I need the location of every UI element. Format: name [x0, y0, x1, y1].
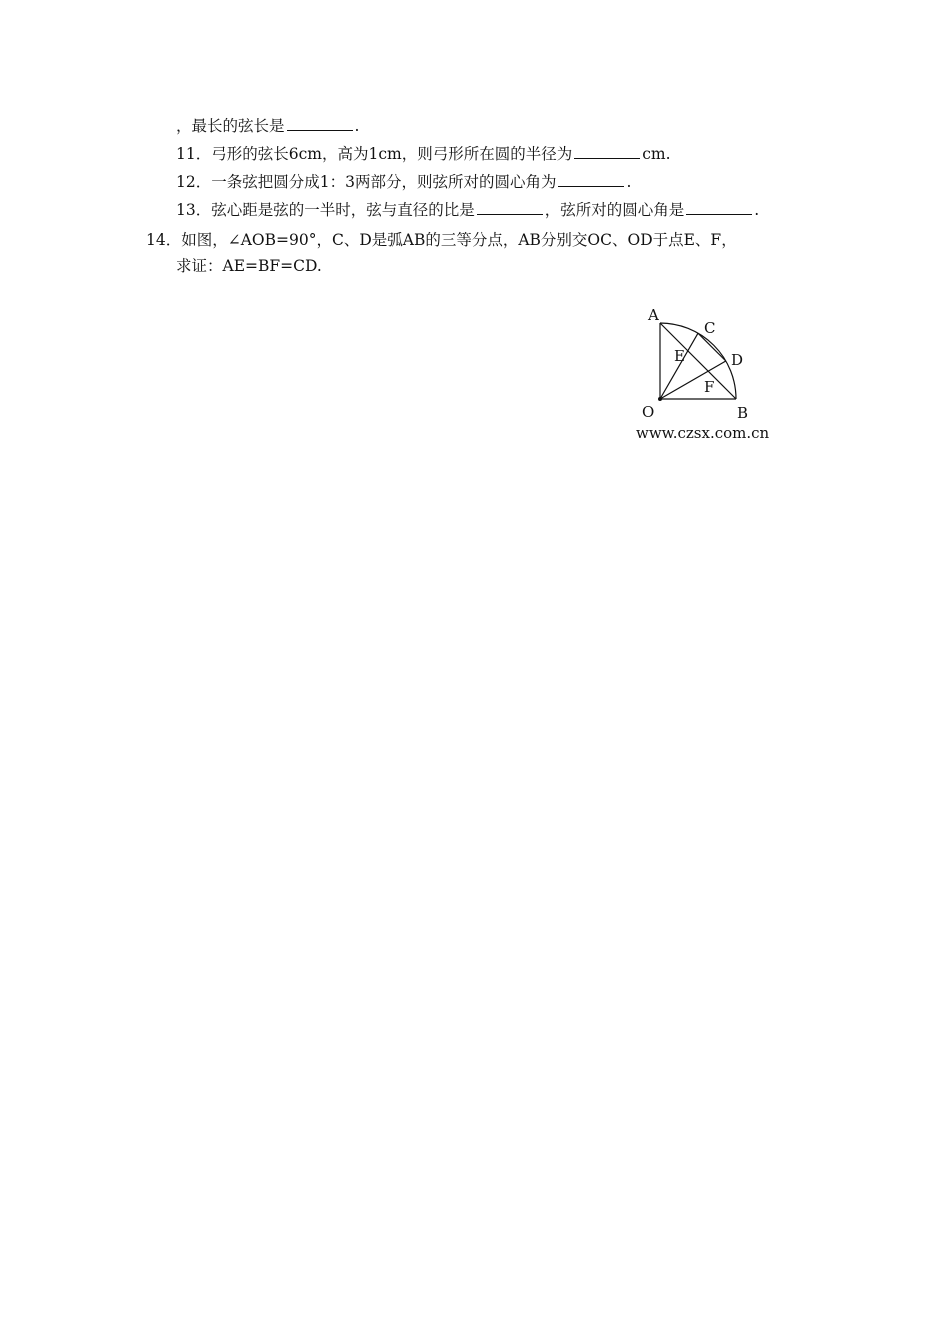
question-14-line-1	[146, 230, 737, 250]
label-o: O	[642, 403, 655, 421]
question-13-end: .	[754, 201, 760, 219]
question-10-text: ，最长的弦长是	[176, 117, 285, 135]
question-13	[176, 200, 759, 220]
question-12-end: .	[626, 173, 632, 191]
segment-cd	[698, 333, 726, 361]
label-d: D	[731, 351, 744, 369]
label-b: B	[737, 404, 749, 422]
question-13-text-a: 13．弦心距是弦的一半时，弦与直径的比是	[176, 201, 475, 219]
question-12-text: 12．一条弦把圆分成1：3两部分，则弦所对的圆心角为	[176, 173, 557, 191]
label-c: C	[704, 319, 716, 337]
geometry-figure	[630, 300, 780, 445]
question-11	[176, 144, 671, 164]
answer-blank[interactable]	[477, 200, 543, 215]
segment-ab	[660, 323, 736, 399]
answer-blank[interactable]	[558, 172, 624, 187]
question-11-text: 11．弓形的弦长6cm，高为1cm，则弓形所在圆的半径为	[176, 145, 573, 163]
quarter-circle-diagram	[630, 300, 780, 445]
question-14-prove: 求证：AE=BF=CD.	[176, 257, 322, 275]
question-10-tail	[176, 116, 359, 136]
segment-oc	[660, 333, 698, 399]
label-a: A	[648, 306, 659, 324]
question-14-line-2	[176, 256, 322, 276]
answer-blank[interactable]	[574, 144, 640, 159]
question-10-end: .	[354, 117, 360, 135]
question-11-unit: cm.	[642, 145, 671, 163]
label-e: E	[674, 347, 685, 365]
segment-od	[660, 361, 726, 399]
answer-blank[interactable]	[287, 116, 353, 131]
answer-blank[interactable]	[686, 200, 752, 215]
question-14-text: 14．如图，∠AOB=90°，C、D是弧AB的三等分点，AB分别交OC、OD于点E、F，	[146, 231, 737, 249]
question-12	[176, 172, 631, 192]
label-f: F	[704, 378, 715, 396]
question-13-text-b: ，弦所对的圆心角是	[544, 201, 685, 219]
watermark: www.czsx.com.cn	[636, 424, 770, 442]
point-o	[658, 397, 662, 401]
